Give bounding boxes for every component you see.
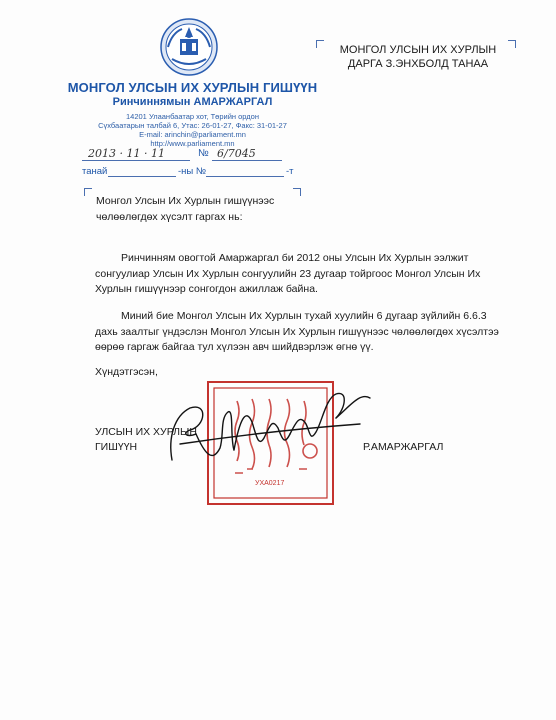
recipient-bracket-right (508, 40, 516, 48)
handwritten-signature (160, 378, 375, 473)
email-line: E-mail: arinchin@parliament.mn (139, 130, 246, 139)
website-line: http://www.parliament.mn (150, 139, 235, 148)
org-name: МОНГОЛ УЛСЫН ИХ ХУРЛЫН ГИШҮҮН (67, 80, 318, 95)
signer-title-line1: УЛСЫН ИХ ХУРЛЫН (95, 426, 197, 438)
body-paragraph-1 (95, 251, 503, 298)
dispatch-line (82, 148, 282, 162)
subject-block (96, 193, 316, 225)
recipient-line2: ДАРГА З.ЭНХБОЛД ТАНАА (347, 58, 489, 70)
paragraph-1-text: Ринчинням овогтой Амаржаргал би 2012 оны Улсын Их Хурлын ээлжит сонгуулиар Улсын Их Хурлын сонгуулийн 23 дугаар тойргоос Монгол Улсын Их Хурлын гишүүнээр сонгогдон ажиллаж байна. (95, 252, 481, 295)
recipient-block (328, 43, 508, 71)
contact-line: Сүхбаатарын талбай 6, Утас: 26-01-27, Факс: 31-01-27 (98, 121, 287, 130)
dispatch-date: 2013 · 11 · 11 (88, 147, 165, 160)
subject-line1: Монгол Улсын Их Хурлын гишүүнээс (96, 195, 275, 207)
recipient-bracket-left (316, 40, 324, 48)
subject-bracket-left (84, 188, 92, 196)
signer-name: Р.АМАРЖАРГАЛ (363, 441, 444, 453)
paragraph-2-text: Миний бие Монгол Улсын Их Хурлын тухай хуулийн 6 дугаар зүйлийн 6.6.3 дахь заалтыг үндэслэн Монгол Улсын Их Хурлын гишүүнээс чөлөөлөгдөх хүсэлтээ өөрөө гаргаж байгаа тул хүлээн авч шийдвэрлэж өгнө үү. (95, 310, 499, 353)
body-paragraph-2 (95, 309, 503, 356)
recipient-line1: МОНГОЛ УЛСЫН ИХ ХУРЛЫН (339, 44, 497, 56)
dispatch-number: 6/7045 (217, 147, 256, 160)
seal-code: УХА0217 (255, 480, 285, 487)
closing-regards: Хүндэтгэсэн, (95, 366, 158, 378)
ref-suffix: -т (286, 166, 294, 177)
state-emblem-icon (160, 17, 218, 77)
number-label: № (198, 148, 209, 159)
address-line: 14201 Улаанбаатар хот, Төрийн ордон (126, 112, 259, 121)
ref-prefix: танай (82, 166, 108, 177)
signer-title-line2: ГИШҮҮН (95, 441, 138, 453)
ref-mid: -ны № (178, 166, 207, 177)
subject-line2: чөлөөлөгдөх хүсэлт гаргах нь: (96, 211, 243, 223)
person-name: Ринчиннямын АМАРЖАРГАЛ (112, 96, 273, 108)
